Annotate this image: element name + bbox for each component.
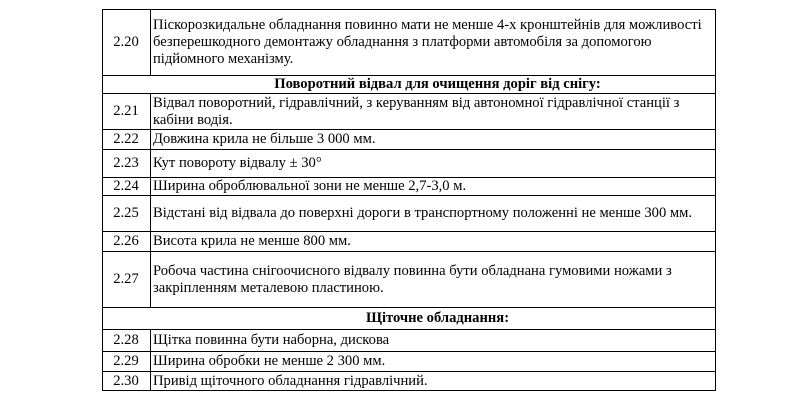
table-row	[103, 10, 716, 76]
row-text: Робоча частина снігоочисного відвалу повинна бути обладнана гумовими ножами з закріпленням металевою пластиною.	[151, 252, 716, 308]
row-number: 2.28	[103, 330, 151, 352]
row-text: Ширина оброблювальної зони не менше 2,7-3,0 м.	[151, 178, 716, 196]
table-row	[103, 232, 716, 252]
row-number: 2.30	[103, 372, 151, 391]
section-title: Поворотний відвал для очищення доріг від снігу:	[103, 76, 716, 94]
table-row	[103, 196, 716, 232]
table-row	[103, 352, 716, 372]
section-title: Щіточне обладнання:	[103, 308, 716, 330]
row-text: Щітка повинна бути наборна, дискова	[151, 330, 716, 352]
row-text: Привід щіточного обладнання гідравлічний.	[151, 372, 716, 391]
row-number: 2.23	[103, 150, 151, 178]
table-row	[103, 94, 716, 130]
row-text: Ширина обробки не менше 2 300 мм.	[151, 352, 716, 372]
section-header-row	[103, 308, 716, 330]
section-header-row	[103, 76, 716, 94]
row-number: 2.20	[103, 10, 151, 76]
row-number: 2.21	[103, 94, 151, 130]
row-text: Відвал поворотний, гідравлічний, з керуванням від автономної гідравлічної станції з кабіни водія.	[151, 94, 716, 130]
row-number: 2.29	[103, 352, 151, 372]
table-row	[103, 252, 716, 308]
table-row	[103, 330, 716, 352]
row-number: 2.27	[103, 252, 151, 308]
row-number: 2.25	[103, 196, 151, 232]
row-text: Довжина крила не більше 3 000 мм.	[151, 130, 716, 150]
table-row	[103, 178, 716, 196]
row-text: Відстані від відвала до поверхні дороги в транспортному положенні не менше 300 мм.	[151, 196, 716, 232]
row-text: Кут повороту відвалу ± 30°	[151, 150, 716, 178]
row-number: 2.22	[103, 130, 151, 150]
table-row	[103, 150, 716, 178]
row-number: 2.24	[103, 178, 151, 196]
table-row	[103, 130, 716, 150]
row-text: Висота крила не менше 800 мм.	[151, 232, 716, 252]
table-row	[103, 372, 716, 391]
row-text: Піскорозкидальне обладнання повинно мати не менше 4-х кронштейнів для можливості безперешкодного демонтажу обладнання з платформи автомобіля за допомогою підйомного механізму.	[151, 10, 716, 76]
row-number: 2.26	[103, 232, 151, 252]
specification-table	[102, 9, 716, 391]
